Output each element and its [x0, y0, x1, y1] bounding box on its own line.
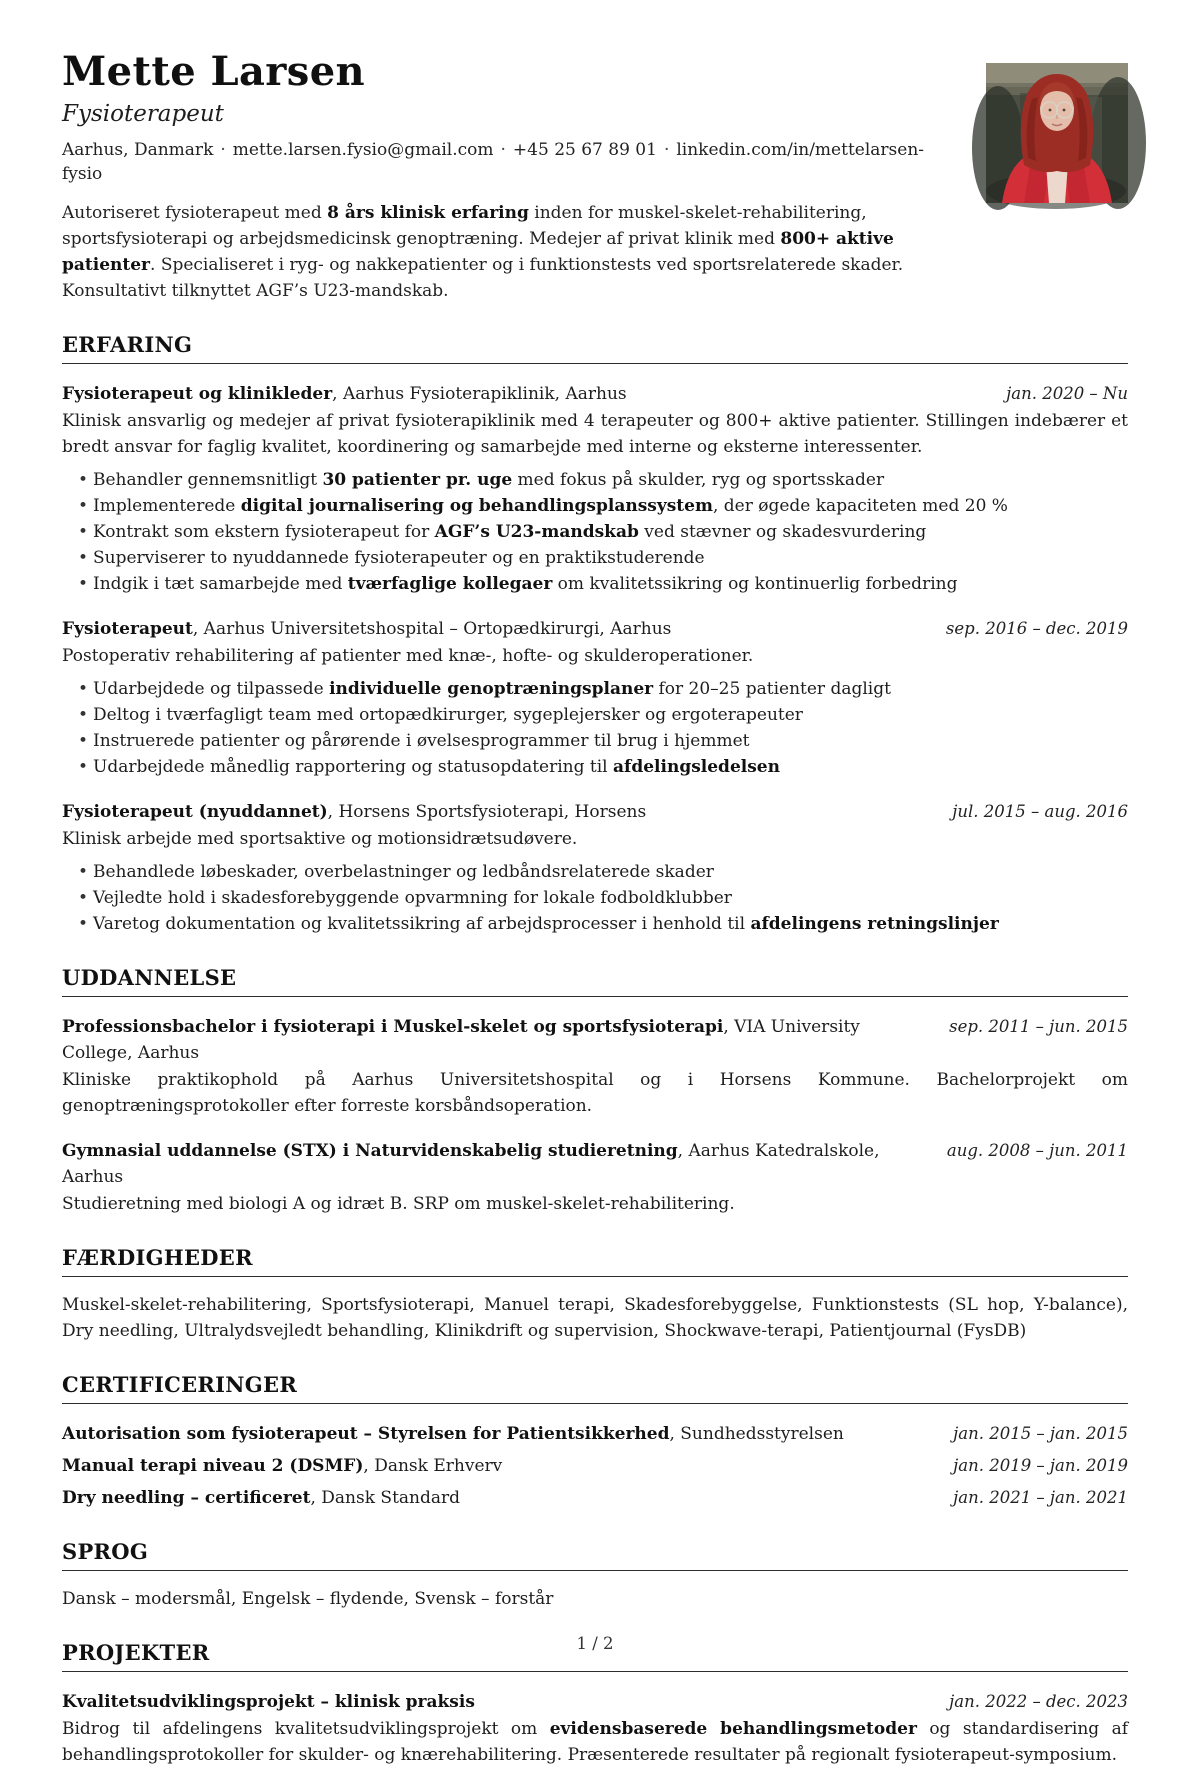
bullet-icon: • — [78, 496, 89, 517]
entry-org: , Horsens Sportsfysioterapi, Horsens — [327, 802, 647, 823]
entry-date: sep. 2011 – jun. 2015 — [949, 1017, 1128, 1037]
experience-entry — [62, 616, 1128, 780]
bullet-text: Kontrakt som ekstern fysioterapeut for AGF’s U23-mandskab ved stævner og skadesvurdering — [93, 522, 927, 543]
bullet-list — [62, 467, 1128, 597]
section-title-certifications: CERTIFICERINGER — [62, 1372, 1128, 1404]
entry-title-bold: Fysioterapeut og klinikleder — [62, 384, 333, 405]
entry-org: , Aarhus Katedralskole, Aarhus — [62, 1141, 880, 1188]
bullet-text: Varetog dokumentation og kvalitetssikring af arbejdsprocesser i henhold til afdelingens retningslinjer — [93, 914, 999, 935]
entry-title — [62, 1421, 919, 1447]
bullet-text: Behandlede løbeskader, overbelastninger og ledbåndsrelaterede skader — [93, 862, 714, 883]
entry-title-bold: Professionsbachelor i fysioterapi i Muskel-skelet og sportsfysioterapi — [62, 1017, 724, 1038]
skills-text: Muskel-skelet-rehabilitering, Sportsfysioterapi, Manuel terapi, Skadesforebyggelse, Funktionstests (SL hop, Y-balance), Dry needling, Ultralydsvejledt behandling, Klinikdrift og supervision, Shockwave-terapi, Patientjournal (FysDB) — [62, 1295, 1128, 1342]
bullet-icon: • — [78, 888, 89, 909]
entry-title — [62, 1485, 919, 1511]
entry-head — [62, 616, 1128, 642]
entry-date: jan. 2019 – jan. 2019 — [953, 1456, 1128, 1476]
bullet-text: Udarbejdede og tilpassede individuelle genoptræningsplaner for 20–25 patienter dagligt — [93, 679, 891, 700]
contact-email-link[interactable]: mette.larsen.fysio@gmail.com — [232, 140, 494, 161]
entry-head — [62, 1689, 1128, 1715]
bullet-icon: • — [78, 548, 89, 569]
entry-org: , Aarhus Fysioterapiklinik, Aarhus — [332, 384, 627, 405]
entry-description: Bidrog til afdelingens kvalitetsudviklingsprojekt om evidensbaserede behandlingsmetoder og standardisering af behandlingsprotokoller for skulder- og knærehabilitering. Præsenterede resultater på regionalt fysioterapeut-symposium. — [62, 1719, 1128, 1766]
bullet-text: Deltog i tværfagligt team med ortopædkirurger, sygeplejersker og ergoterapeuter — [93, 705, 803, 726]
experience-entry — [62, 799, 1128, 937]
bullet-text: Superviserer to nyuddannede fysioterapeuter og en praktikstuderende — [93, 548, 705, 569]
entry-head — [62, 381, 1128, 407]
page-footer — [0, 1634, 1190, 1653]
section-projects — [62, 1640, 1128, 1768]
section-title-experience: ERFARING — [62, 332, 1128, 364]
bullet-text: Implementerede digital journalisering og behandlingsplanssystem, der øgede kapaciteten med 20 % — [93, 496, 1008, 517]
entry-title — [62, 1689, 915, 1715]
section-skills — [62, 1245, 1128, 1344]
bullet-text: Udarbejdede månedlig rapportering og statusopdatering til afdelingsledelsen — [93, 757, 780, 778]
section-title-skills: FÆRDIGHEDER — [62, 1245, 1128, 1277]
entry-title-bold: Autorisation som fysioterapeut – Styrelsen for Patientsikkerhed — [62, 1424, 670, 1445]
bullet-icon: • — [78, 862, 89, 883]
section-experience — [62, 332, 1128, 937]
contact-location: Aarhus, Danmark — [62, 140, 214, 161]
contact-line — [62, 138, 942, 186]
entry-org: , Dansk Erhverv — [363, 1456, 503, 1477]
entry-title-bold: Fysioterapeut (nyuddannet) — [62, 802, 328, 823]
entry-title — [62, 381, 972, 407]
section-title-projects: PROJEKTER — [62, 1640, 1128, 1672]
bullet-icon: • — [78, 914, 89, 935]
bullet-item — [62, 728, 1128, 754]
section-title-languages: SPROG — [62, 1539, 1128, 1571]
section-certifications — [62, 1372, 1128, 1511]
entry-title — [62, 1138, 913, 1190]
bullet-item — [62, 545, 1128, 571]
entry-title — [62, 1453, 919, 1479]
entry-description: Klinisk ansvarlig og medejer af privat fysioterapiklinik med 4 terapeuter og 800+ aktive patienter. Stillingen indebærer et bredt ansvar for faglig kvalitet, koordinering og samarbejde med interne og eksterne interessenter. — [62, 411, 1128, 458]
bullet-item — [62, 859, 1128, 885]
bullet-icon: • — [78, 679, 89, 700]
bullet-text: Indgik i tæt samarbejde med tværfaglige kollegaer om kvalitetssikring og kontinuerlig forbedring — [93, 574, 958, 595]
bullet-icon: • — [78, 470, 89, 491]
entry-org: , Aarhus Universitetshospital – Ortopædkirurgi, Aarhus — [192, 619, 672, 640]
profile-photo-image — [986, 63, 1128, 203]
entry-title — [62, 616, 912, 642]
certification-entry — [62, 1421, 1128, 1447]
experience-entry — [62, 381, 1128, 597]
entry-head — [62, 1014, 1128, 1066]
entry-description: Klinisk arbejde med sportsaktive og motionsidrætsudøvere. — [62, 829, 578, 850]
entry-title-bold: Dry needling – certificeret — [62, 1488, 311, 1509]
entry-org: , VIA University College, Aarhus — [62, 1017, 860, 1064]
entry-title-bold: Kvalitetsudviklingsprojekt – klinisk praksis — [62, 1692, 475, 1713]
contact-phone-link[interactable]: +45 25 67 89 01 — [512, 140, 657, 161]
dot-separator: · — [500, 140, 506, 161]
bullet-text: Behandler gennemsnitligt 30 patienter pr. uge med fokus på skulder, ryg og sportsskader — [93, 470, 885, 491]
entry-description: Kliniske praktikophold på Aarhus Universitetshospital og i Horsens Kommune. Bachelorprojekt om genoptræningsprotokoller efter forreste korsbåndsoperation. — [62, 1070, 1128, 1117]
dot-separator: · — [663, 140, 670, 161]
certification-entry — [62, 1453, 1128, 1479]
entry-head — [62, 1138, 1128, 1190]
entry-description: Studieretning med biologi A og idræt B. SRP om muskel-skelet-rehabilitering. — [62, 1194, 735, 1215]
bullet-item — [62, 493, 1128, 519]
entry-date: jan. 2021 – jan. 2021 — [953, 1488, 1128, 1508]
profile-summary: Autoriseret fysioterapeut med 8 års klinisk erfaring inden for muskel-skelet-rehabilitering, sportsfysioterapi og arbejdsmedicinsk genoptræning. Medejer af privat klinik med 800+ aktive patienter. Specialiseret i ryg- og nakkepatienter og i funktionstests ved sportsrelaterede skader. Konsultativt tilknyttet AGF’s U23-mandskab. — [62, 203, 904, 302]
job-role: Fysioterapeut — [62, 100, 224, 127]
bullet-item — [62, 754, 1128, 780]
section-title-education: UDDANNELSE — [62, 965, 1128, 997]
cv-header — [62, 50, 1128, 304]
bullet-icon: • — [78, 522, 89, 543]
profile-photo — [986, 63, 1128, 203]
bullet-icon: • — [78, 731, 89, 752]
bullet-icon: • — [78, 757, 89, 778]
entry-date: jul. 2015 – aug. 2016 — [952, 802, 1128, 822]
entry-title-bold: Gymnasial uddannelse (STX) i Naturvidenskabelig studieretning — [62, 1141, 678, 1162]
languages-text: Dansk – modersmål, Engelsk – flydende, Svensk – forstår — [62, 1589, 554, 1610]
entry-head — [62, 1421, 1128, 1447]
entry-head — [62, 1453, 1128, 1479]
project-entry — [62, 1689, 1128, 1768]
education-entry — [62, 1138, 1128, 1217]
page-title: Mette Larsen — [62, 48, 366, 95]
bullet-item — [62, 519, 1128, 545]
entry-date: jan. 2022 – dec. 2023 — [949, 1692, 1128, 1712]
certification-entry — [62, 1485, 1128, 1511]
bullet-item — [62, 911, 1128, 937]
entry-title-bold: Manual terapi niveau 2 (DSMF) — [62, 1456, 364, 1477]
entry-date: jan. 2020 – Nu — [1006, 384, 1128, 404]
section-education — [62, 965, 1128, 1217]
bullet-list — [62, 676, 1128, 780]
entry-title-bold: Fysioterapeut — [62, 619, 193, 640]
bullet-item — [62, 571, 1128, 597]
contact-linkedin-link[interactable]: linkedin.com/in/mettelarsen-fysio — [62, 140, 925, 185]
entry-org: , Sundhedsstyrelsen — [669, 1424, 844, 1445]
bullet-text: Instruerede patienter og pårørende i øvelsesprogrammer til brug i hjemmet — [93, 731, 750, 752]
bullet-item — [62, 676, 1128, 702]
bullet-icon: • — [78, 705, 89, 726]
entry-org: , Dansk Standard — [310, 1488, 461, 1509]
bullet-icon: • — [78, 574, 89, 595]
dot-separator: · — [220, 140, 226, 161]
entry-head — [62, 799, 1128, 825]
section-languages — [62, 1539, 1128, 1612]
entry-description: Postoperativ rehabilitering af patienter med knæ-, hofte- og skulderoperationer. — [62, 646, 754, 667]
page-number: 1 / 2 — [576, 1634, 614, 1653]
bullet-text: Vejledte hold i skadesforebyggende opvarmning for lokale fodboldklubber — [93, 888, 732, 909]
bullet-item — [62, 885, 1128, 911]
entry-date: sep. 2016 – dec. 2019 — [945, 619, 1128, 639]
bullet-item — [62, 467, 1128, 493]
entry-title — [62, 1014, 915, 1066]
education-entry — [62, 1014, 1128, 1119]
bullet-item — [62, 702, 1128, 728]
entry-date: jan. 2015 – jan. 2015 — [953, 1424, 1128, 1444]
entry-date: aug. 2008 – jun. 2011 — [946, 1141, 1128, 1161]
entry-title — [62, 799, 918, 825]
entry-head — [62, 1485, 1128, 1511]
bullet-list — [62, 859, 1128, 937]
